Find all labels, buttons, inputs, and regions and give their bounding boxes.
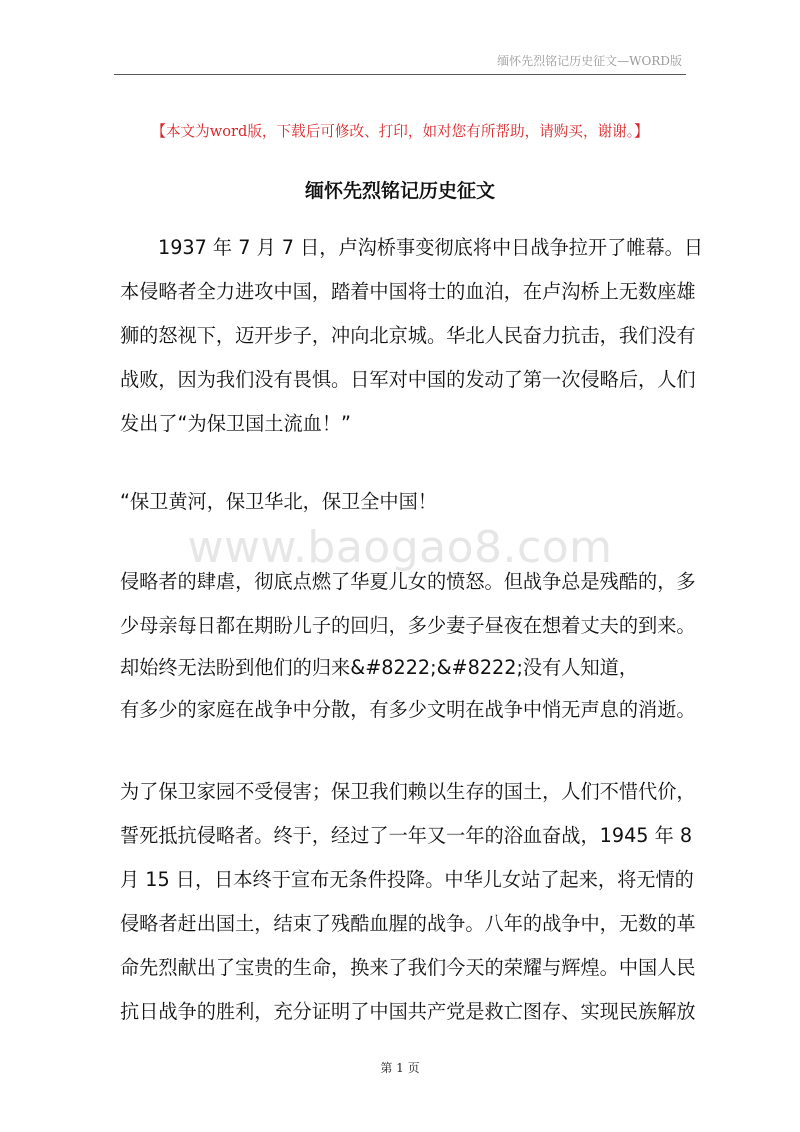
paragraph-line: 少母亲每日都在期盼儿子的回归，多少妻子昼夜在想着丈夫的到来。: [120, 614, 696, 637]
paragraph-line: 月 15 日，日本终于宣布无条件投降。中华儿女站了起来，将无情的: [120, 868, 694, 891]
paragraph-line: 侵略者赶出国土，结束了残酷血腥的战争。八年的战争中，无数的革: [120, 912, 696, 935]
watermark: www.baogao8.com: [187, 522, 613, 573]
paragraph-line: 本侵略者全力进攻中国，踏着中国将士的血泊，在卢沟桥上无数座雄: [120, 280, 696, 303]
paragraph-line: 命先烈献出了宝贵的生命，换来了我们今天的荣耀与辉煌。中国人民: [120, 956, 696, 979]
paragraph-line: 发出了“为保卫国土流血！”: [120, 412, 351, 435]
paragraph-line: 狮的怒视下，迈开步子，冲向北京城。华北人民奋力抗击，我们没有: [120, 324, 696, 347]
paragraph-line: 为了保卫家园不受侵害；保卫我们赖以生存的国土，人们不惜代价，: [120, 780, 696, 803]
paragraph-line: 战败，因为我们没有畏惧。日军对中国的发动了第一次侵略后，人们: [120, 368, 696, 391]
paragraph-line: 有多少的家庭在战争中分散，有多少文明在战争中悄无声息的消逝。: [120, 698, 696, 721]
paragraph-line: “保卫黄河，保卫华北，保卫全中国！: [120, 490, 437, 513]
running-header: 缅怀先烈铭记历史征文—WORD版: [497, 54, 682, 68]
paragraph-line: 侵略者的肆虐，彻底点燃了华夏儿女的愤怒。但战争总是残酷的，多: [120, 570, 696, 593]
paragraph-line: 却始终无法盼到他们的归来&#8222;&#8222;没有人知道，: [120, 656, 639, 679]
document-title: 缅怀先烈铭记历史征文: [304, 180, 495, 202]
page-number: 第 1 页: [380, 1061, 420, 1075]
paragraph-line: 1937 年 7 月 7 日，卢沟桥事变彻底将中日战争拉开了帷幕。日: [158, 236, 704, 259]
header-rule: [114, 74, 686, 75]
download-notice: 【本文为word版，下载后可修改、打印，如对您有所帮助，请购买，谢谢。】: [151, 123, 649, 140]
paragraph-line: 抗日战争的胜利，充分证明了中国共产党是救亡图存、实现民族解放: [120, 1000, 696, 1023]
paragraph-line: 誓死抵抗侵略者。终于，经过了一年又一年的浴血奋战，1945 年 8: [120, 824, 693, 847]
